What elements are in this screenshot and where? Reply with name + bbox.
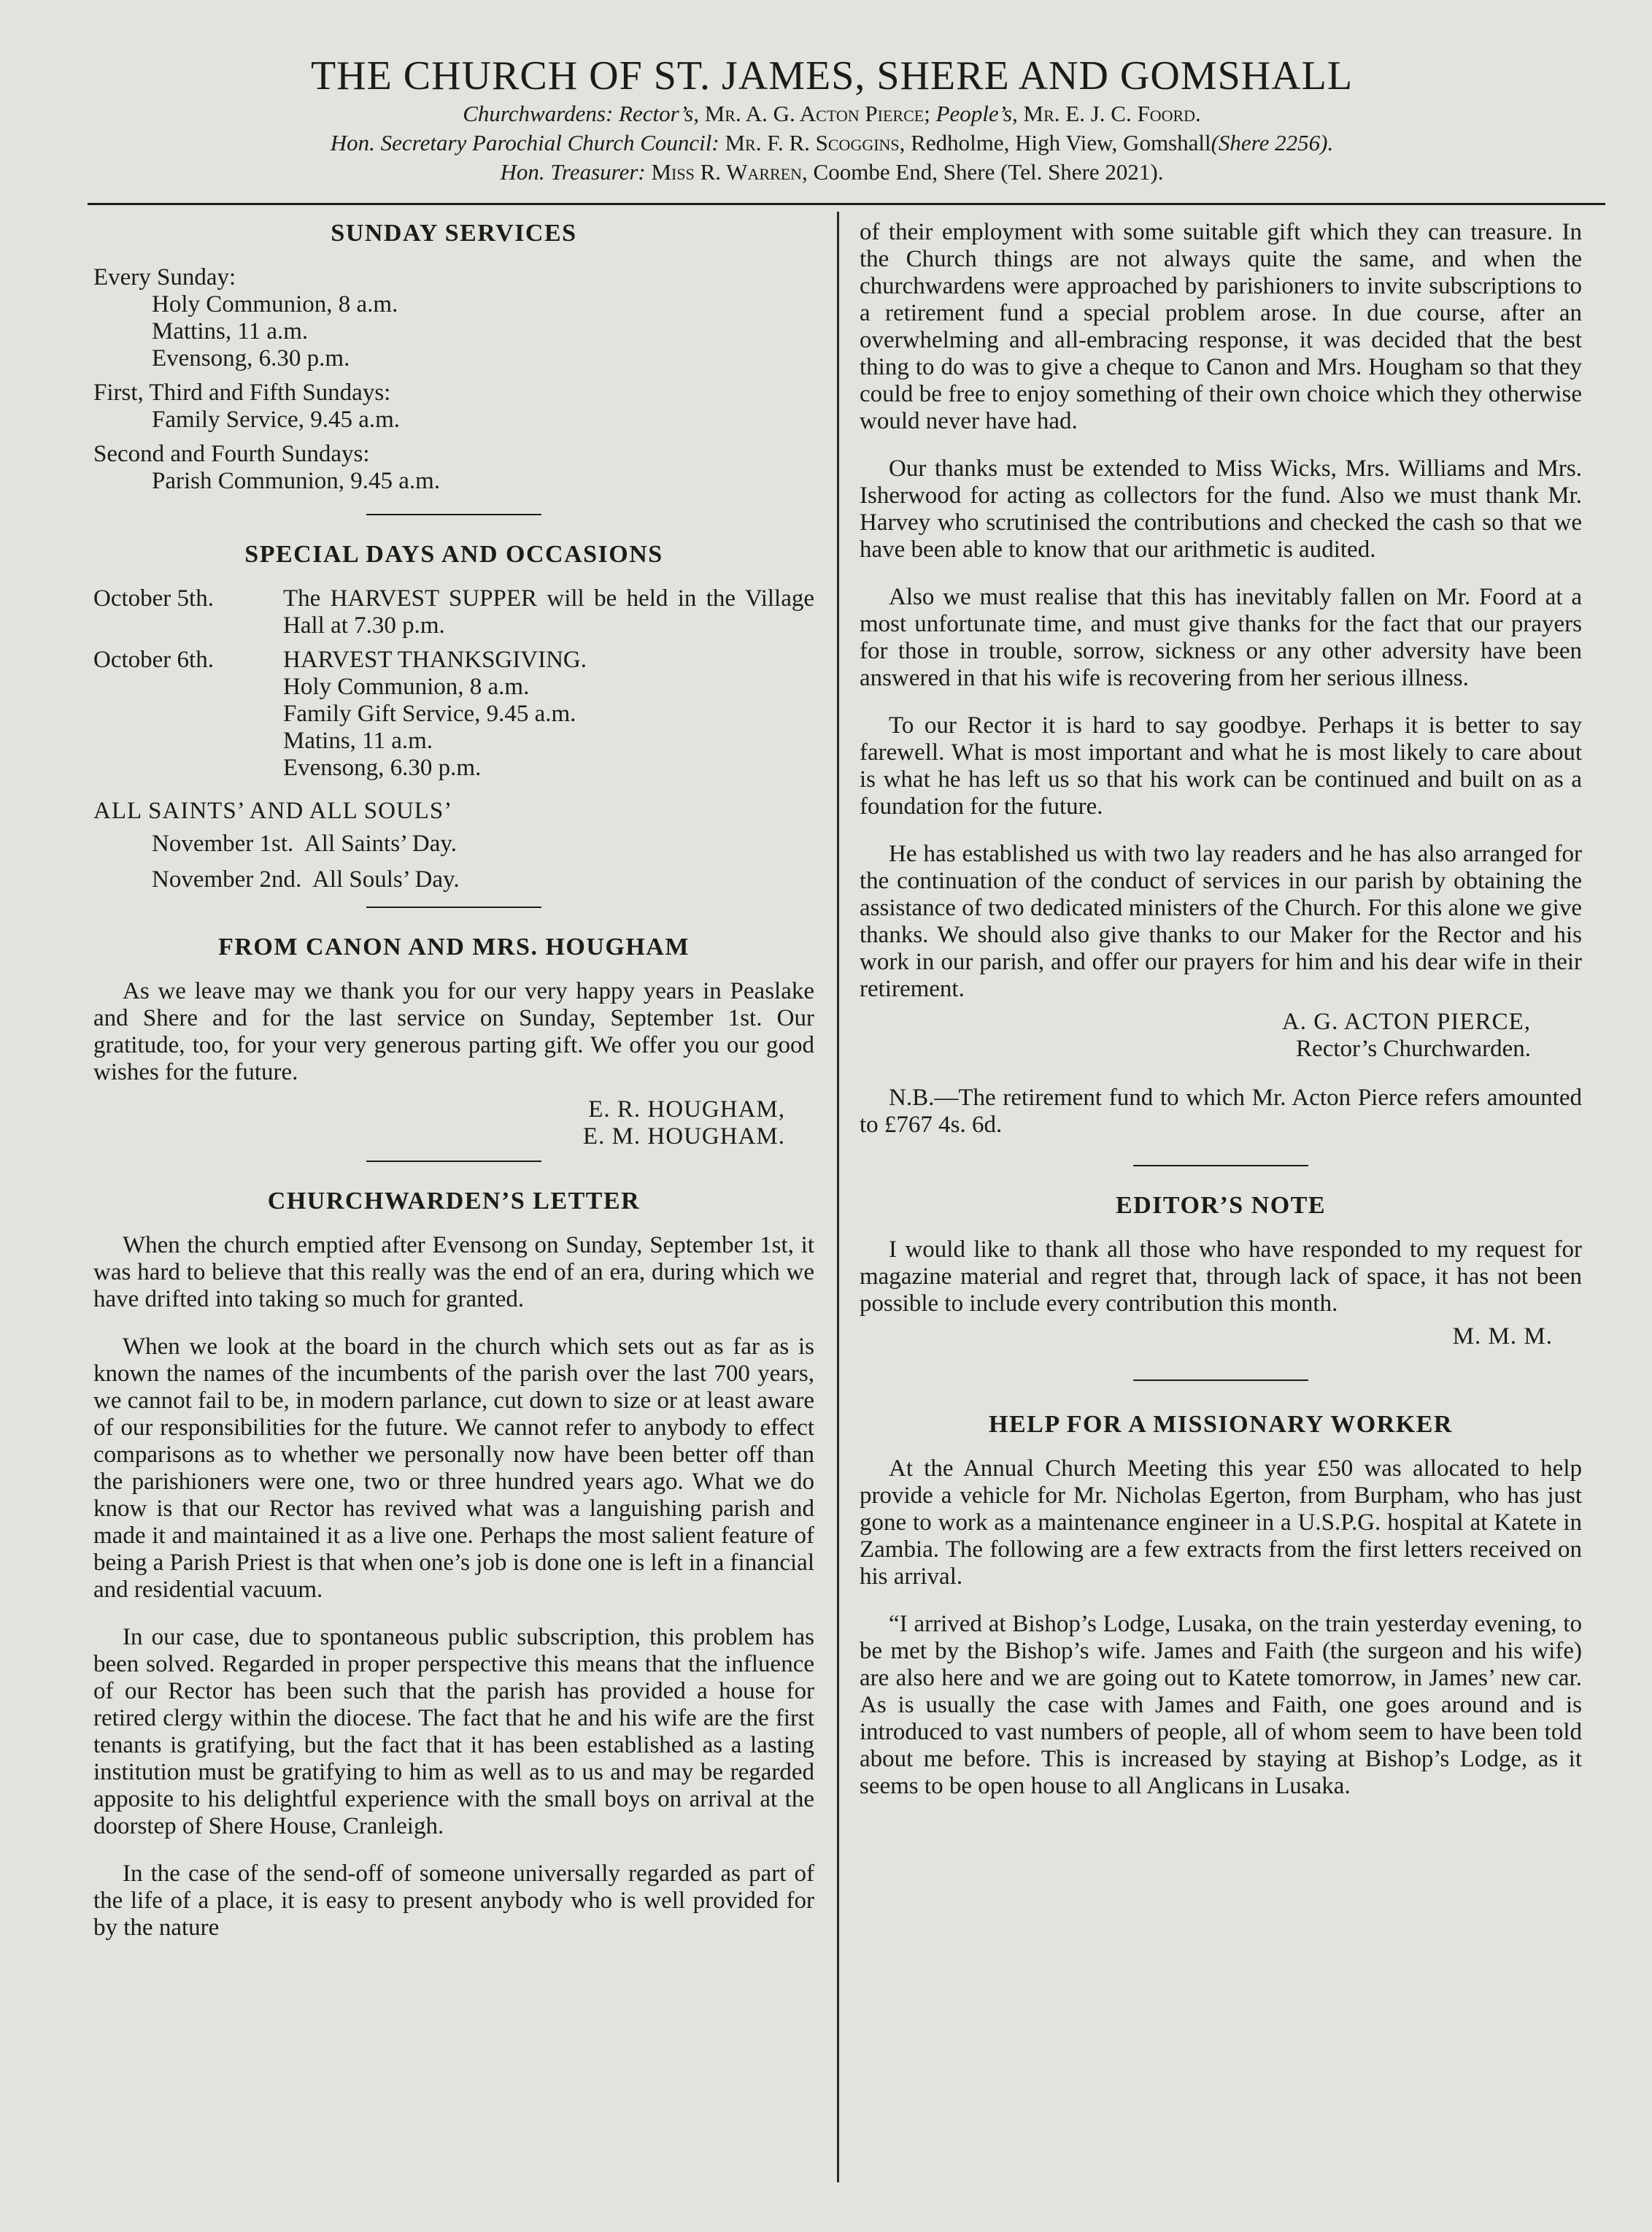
service-item: Parish Communion, 9.45 a.m. [152,468,441,494]
churchwarden-paragraph: He has established us with two lay readers and he has also arranged for the continuation of the conduct of services in our parish by obtaining the assistance of two dedicated ministers of the Church. For this alone we give thanks. We should also give thanks to our Maker for the Rector and his work in our parish, and offer our prayers for him and his dear wife in their retirement. [860,841,1582,1002]
hougham-heading: FROM CANON AND MRS. HOUGHAM [218,934,690,961]
treasurer-address: Coombe End, Shere (Tel. Shere 2021). [813,159,1164,185]
sunday-services-heading: SUNDAY SERVICES [331,220,577,247]
service-item: Holy Communion, 8 a.m. [152,291,398,318]
editor-signature: M. M. M. [1452,1323,1553,1350]
oct5-text: The HARVEST SUPPER will be held in the Village Hall at 7.30 p.m. [283,585,814,639]
oct6-details [283,647,814,782]
section-rule [1133,1165,1308,1166]
section-rule [1133,1379,1308,1381]
nov1-entry: November 1st. All Saints’ Day. [152,831,457,857]
masthead-rule [88,203,1605,205]
section-rule [366,1161,541,1162]
churchwarden-paragraph: In the case of the send-off of someone universally regarded as part of the life of a place, it is easy to present anybody who is well provided for by the nature [93,1860,814,1941]
secretary-name: Mr. F. R. Scoggins, [725,130,906,155]
churchwardens-line [88,99,1576,128]
section-rule [366,514,541,515]
hougham-signature [93,1096,814,1150]
churchwardens-label: Churchwardens: Rector’s, [463,101,699,126]
churchwarden-paragraph: In our case, due to spontaneous public subscription, this problem has been solved. Regarded in proper perspective this means that the influence of our Rector has been such that the parish has provided a house for retired clergy within the diocese. The fact that he and his wife are the first tenants is gratifying, but the fact that it has been established as a lasting institution must be gratifying to him as well as to us and may be regarded apposite to his delightful experience with the small boys on arrival at the doorstep of Shere House, Cranleigh. [93,1624,814,1839]
oct6-date: October 6th. [93,647,214,673]
signature-line: E. R. HOUGHAM, [588,1096,785,1123]
secretary-address: Redholme, High View, Gomshall [911,130,1211,155]
oct5-entry [93,585,814,639]
missionary-paragraph: “I arrived at Bishop’s Lodge, Lusaka, on the train yesterday evening, to be met by the Bishop’s wife. James and Faith (the surgeon and his wife) are also here and we are going out to Katete tomorrow, in James’ new car. As is usually the case with James and Faith, one goes around and is introduced to vast numbers of people, all of whom seem to have been told about me before. This is increased by staying at Bishop’s Lodge, as it seems to be open house to all Anglicans in Lusaka. [860,1611,1582,1799]
rectors-warden-name: Mr. A. G. Acton Pierce; [704,101,930,126]
hougham-body: As we leave may we thank you for our very happy years in Peaslake and Shere and for the last service on Sunday, September 1st. Our gratitude, too, for your very generous parting gift. We offer you our good wishes for the future. [93,978,814,1085]
all-saints-heading: ALL SAINTS’ AND ALL SOULS’ [93,798,453,824]
peoples-label: People’s, [935,101,1018,126]
column-divider [837,212,839,2182]
churchwarden-paragraph: When we look at the board in the church which sets out as far as is known the names of the incumbents of the parish over the last 700 years, we cannot fail to be, in modern parlance, cut down to size or at least aware of our responsibilities for the future. We cannot refer to anybody to effect comparisons as to whether we personally now have been better off than the parishioners were one, two or three hundred years ago. What we do know is that our Rector has revived what was a languishing parish and made it and maintained it as a live one. Perhaps the most salient feature of being a Parish Priest is that when one’s job is done one is left in a financial and residential vacuum. [93,1334,814,1603]
treasurer-name: Miss R. Warren, [651,159,808,185]
signature-line: E. M. HOUGHAM. [582,1123,785,1150]
left-column [93,219,814,1942]
churchwarden-paragraph-continued: of their employment with some suitable gift which they can treasure. In the Church things are not always quite the same, and when the churchwardens were approached by parishioners to invite subscriptions to a retirement fund a special problem arose. In due course, after an overwhelming and all-embracing response, it was decided that the best thing to do was to give a cheque to Canon and Mrs. Hougham so that they could be free to enjoy something of their own choice which they otherwise would never have had. [860,219,1582,434]
oct6-entry [93,647,814,782]
secretary-label: Hon. Secretary Parochial Church Council: [330,130,719,155]
churchwarden-signature [860,1009,1582,1063]
special-days-heading: SPECIAL DAYS AND OCCASIONS [244,541,663,568]
nb-note: N.B.—The retirement fund to which Mr. Acton Pierce refers amounted to £767 4s. 6d. [860,1085,1582,1138]
oct5-date: October 5th. [93,585,214,612]
editor-heading: EDITOR’S NOTE [1115,1192,1327,1219]
service-item: Evensong, 6.30 p.m. [283,755,482,781]
churchwarden-paragraph: Our thanks must be extended to Miss Wicks, Mrs. Williams and Mrs. Isherwood for acting as collectors for the fund. Also we must thank Mr. Harvey who scrutinised the contributions and checked the cash so that we have been able to know that our arithmetic is audited. [860,455,1582,563]
churchwarden-paragraph: When the church emptied after Evensong on Sunday, September 1st, it was hard to believe that this really was the end of an era, during which we have drifted into taking so much for granted. [93,1232,814,1312]
section-rule [366,907,541,908]
treasurer-line [88,158,1576,187]
page-title: THE CHURCH OF ST. JAMES, SHERE AND GOMSHALL [310,53,1354,99]
churchwarden-paragraph: Also we must realise that this has inevitably fallen on Mr. Foord at a most unfortunate time, and must give thanks for the fact that our prayers for those in trouble, sorrow, sickness or any other adversity have been answered in that his wife is recovering from her serious illness. [860,584,1582,691]
service-item: Evensong, 6.30 p.m. [152,345,350,372]
secretary-tel: (Shere 2256). [1211,130,1334,155]
signature-name: A. G. ACTON PIERCE, [1281,1009,1531,1035]
every-sunday-label: Every Sunday: [93,264,236,290]
nov2-entry: November 2nd. All Souls’ Day. [152,866,460,893]
first-third-label: First, Third and Fifth Sundays: [93,380,391,406]
masthead [88,53,1576,187]
service-item: Matins, 11 a.m. [283,728,433,754]
churchwarden-paragraph: To our Rector it is hard to say goodbye. Perhaps it is better to say farewell. What is most important and what he is most likely to care about is what he has left us so that his work can be continued and built on as a foundation for the future. [860,712,1582,820]
peoples-warden-name: Mr. E. J. C. Foord. [1023,101,1201,126]
service-item: Family Service, 9.45 a.m. [152,407,401,433]
second-fourth-label: Second and Fourth Sundays: [93,441,370,467]
missionary-paragraph: At the Annual Church Meeting this year £50 was allocated to help provide a vehicle for Mr. Nicholas Egerton, from Burpham, who has just gone to work as a maintenance engineer in a U.S.P.G. hospital at Katete in Zambia. The following are a few extracts from the first letters received on his arrival. [860,1455,1582,1590]
missionary-heading: HELP FOR A MISSIONARY WORKER [989,1411,1453,1438]
oct6-title: HARVEST THANKSGIVING. [283,647,587,673]
signature-title: Rector’s Churchwarden. [1296,1036,1531,1062]
service-item: Mattins, 11 a.m. [152,318,309,345]
editor-body: I would like to thank all those who have responded to my request for magazine material and regret that, through lack of space, it has not been possible to include every contribution this month. [860,1236,1582,1317]
service-item: Holy Communion, 8 a.m. [283,674,530,700]
treasurer-label: Hon. Treasurer: [500,159,646,185]
secretary-line [88,128,1576,158]
churchwarden-heading: CHURCHWARDEN’S LETTER [267,1188,641,1215]
service-item: Family Gift Service, 9.45 a.m. [283,701,576,727]
right-column [860,219,1582,1800]
